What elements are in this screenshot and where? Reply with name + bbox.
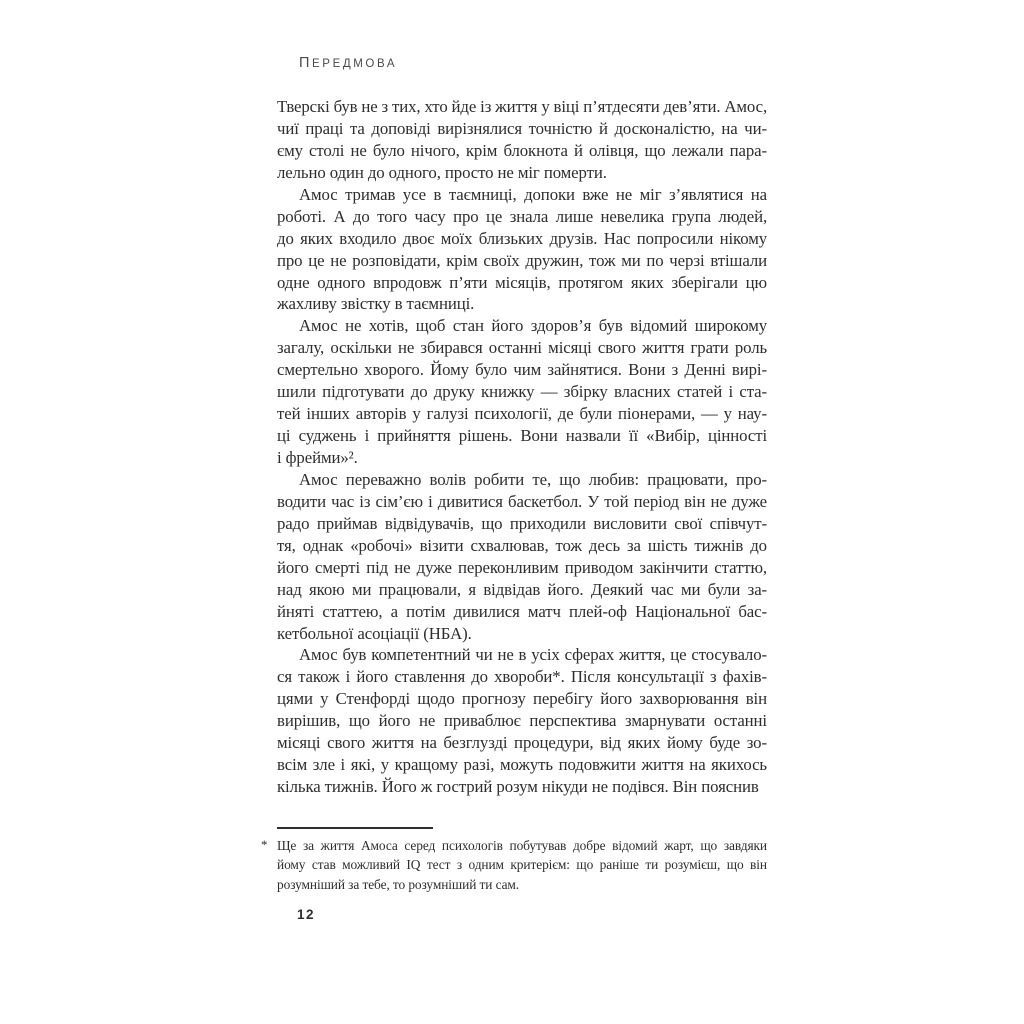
text-line: смертельно хворого. Йому було чим зайнятися. Вони з Денні вирі-: [277, 360, 767, 380]
footnote: [261, 836, 767, 894]
footnote-text: [277, 836, 767, 894]
paragraph: [277, 96, 767, 184]
text-line: ці суджень і прийняття рішень. Вони назвали її «Вибір, цінності: [277, 426, 768, 446]
text-line: Амос не хотів, щоб стан його здоров’я був відомий широкому: [299, 316, 768, 336]
text-line: місяці свого життя на безглузді процедури, від яких йому буде зо-: [277, 733, 767, 753]
text-line: жахливу звістку в таємниці.: [277, 294, 475, 314]
text-line: чиї праці та доповіді вирізнялися точністю й досконалістю, на чи-: [277, 118, 767, 138]
text-line: загалу, оскільки не збирався останні місяці свого життя грати роль: [277, 338, 768, 358]
footnote-separator-rule: [277, 827, 433, 829]
text-line: роботі. А до того часу про це знала лише невелика група людей,: [277, 206, 768, 226]
text-line: вирішив, що його не приваблює перспектива змарнувати останні: [277, 711, 767, 731]
page-number: 12: [297, 907, 316, 922]
text-line: всім зле і які, у кращому разі, можуть подовжити життя на якихось: [277, 755, 767, 775]
text-line: тя, однак «робочі» візити схвалював, тож десь за шість тижнів до: [277, 535, 767, 555]
text-line: над якою ми працювали, я відвідав його. Деякий час ми були за-: [277, 579, 768, 599]
text-line: йняті статтею, а потім дивилися матч плей-оф Національної бас-: [277, 601, 767, 621]
text-line: радо приймав відвідувачів, що приходили висловити свої співчут-: [277, 513, 768, 533]
text-line: єму столі не було нічого, крім блокнота й олівця, що лежали пара-: [277, 140, 767, 160]
text-line: його смерті під не дуже переконливим приводом закінчити статтю,: [277, 557, 767, 577]
paragraph: [277, 469, 767, 645]
text-line: про це не розповідати, крім своїх дружин, тож ми по черзі втішали: [277, 250, 768, 270]
paragraph: [277, 644, 767, 798]
text-line: до яких входило двоє моїх близьких друзів. Нас попросили нікому: [277, 228, 768, 248]
text-line: розумніший за тебе, то розумніший ти сам.: [277, 876, 520, 892]
text-line: водити час із сім’єю і дивитися баскетбол. У той період він не дуже: [277, 491, 767, 511]
text-line: одне одного впродовж п’яти місяців, протягом яких зберігали цю: [277, 272, 767, 292]
text-line: тей інших авторів у галузі психології, де були піонерами, — у нау-: [277, 404, 767, 424]
text-line: Тверскі був не з тих, хто йде із життя у віці п’ятдесяти дев’яти. Амос,: [277, 97, 768, 116]
text-line: лельно один до одного, просто не міг померти.: [277, 162, 607, 182]
text-line: і фрейми»².: [277, 448, 358, 467]
paragraph: [277, 315, 767, 469]
body-text-column: [277, 96, 767, 798]
footnote-marker: *: [261, 837, 268, 852]
text-line: Амос переважно волів робити те, що любив: працювати, про-: [299, 469, 767, 489]
text-line: шили підготувати до друку книжку — збірку власних статей і ста-: [277, 382, 767, 402]
paragraph: [277, 184, 767, 316]
text-line: Амос тримав усе в таємниці, допоки вже не міг з’являтися на: [299, 184, 767, 204]
text-line: Амос був компетентний чи не в усіх сферах життя, це стосувало-: [299, 645, 767, 665]
text-line: кілька тижнів. Його ж гострий розум нікуди не подівся. Він пояснив: [277, 777, 759, 797]
text-line: кетбольної асоціації (НБА).: [277, 623, 472, 643]
text-line: йому став можливий IQ тест з одним критерієм: що раніше ти розумієш, що він: [277, 857, 767, 873]
text-line: Ще за життя Амоса серед психологів побутував добре відомий жарт, що завдяки: [277, 838, 767, 853]
chapter-running-head: ПЕРЕДМОВА: [299, 55, 398, 71]
text-line: ся також і його ставлення до хвороби*. Після консультації з фахів-: [277, 667, 767, 687]
text-line: цями у Стенфорді щодо прогнозу перебігу його захворювання він: [277, 689, 767, 709]
